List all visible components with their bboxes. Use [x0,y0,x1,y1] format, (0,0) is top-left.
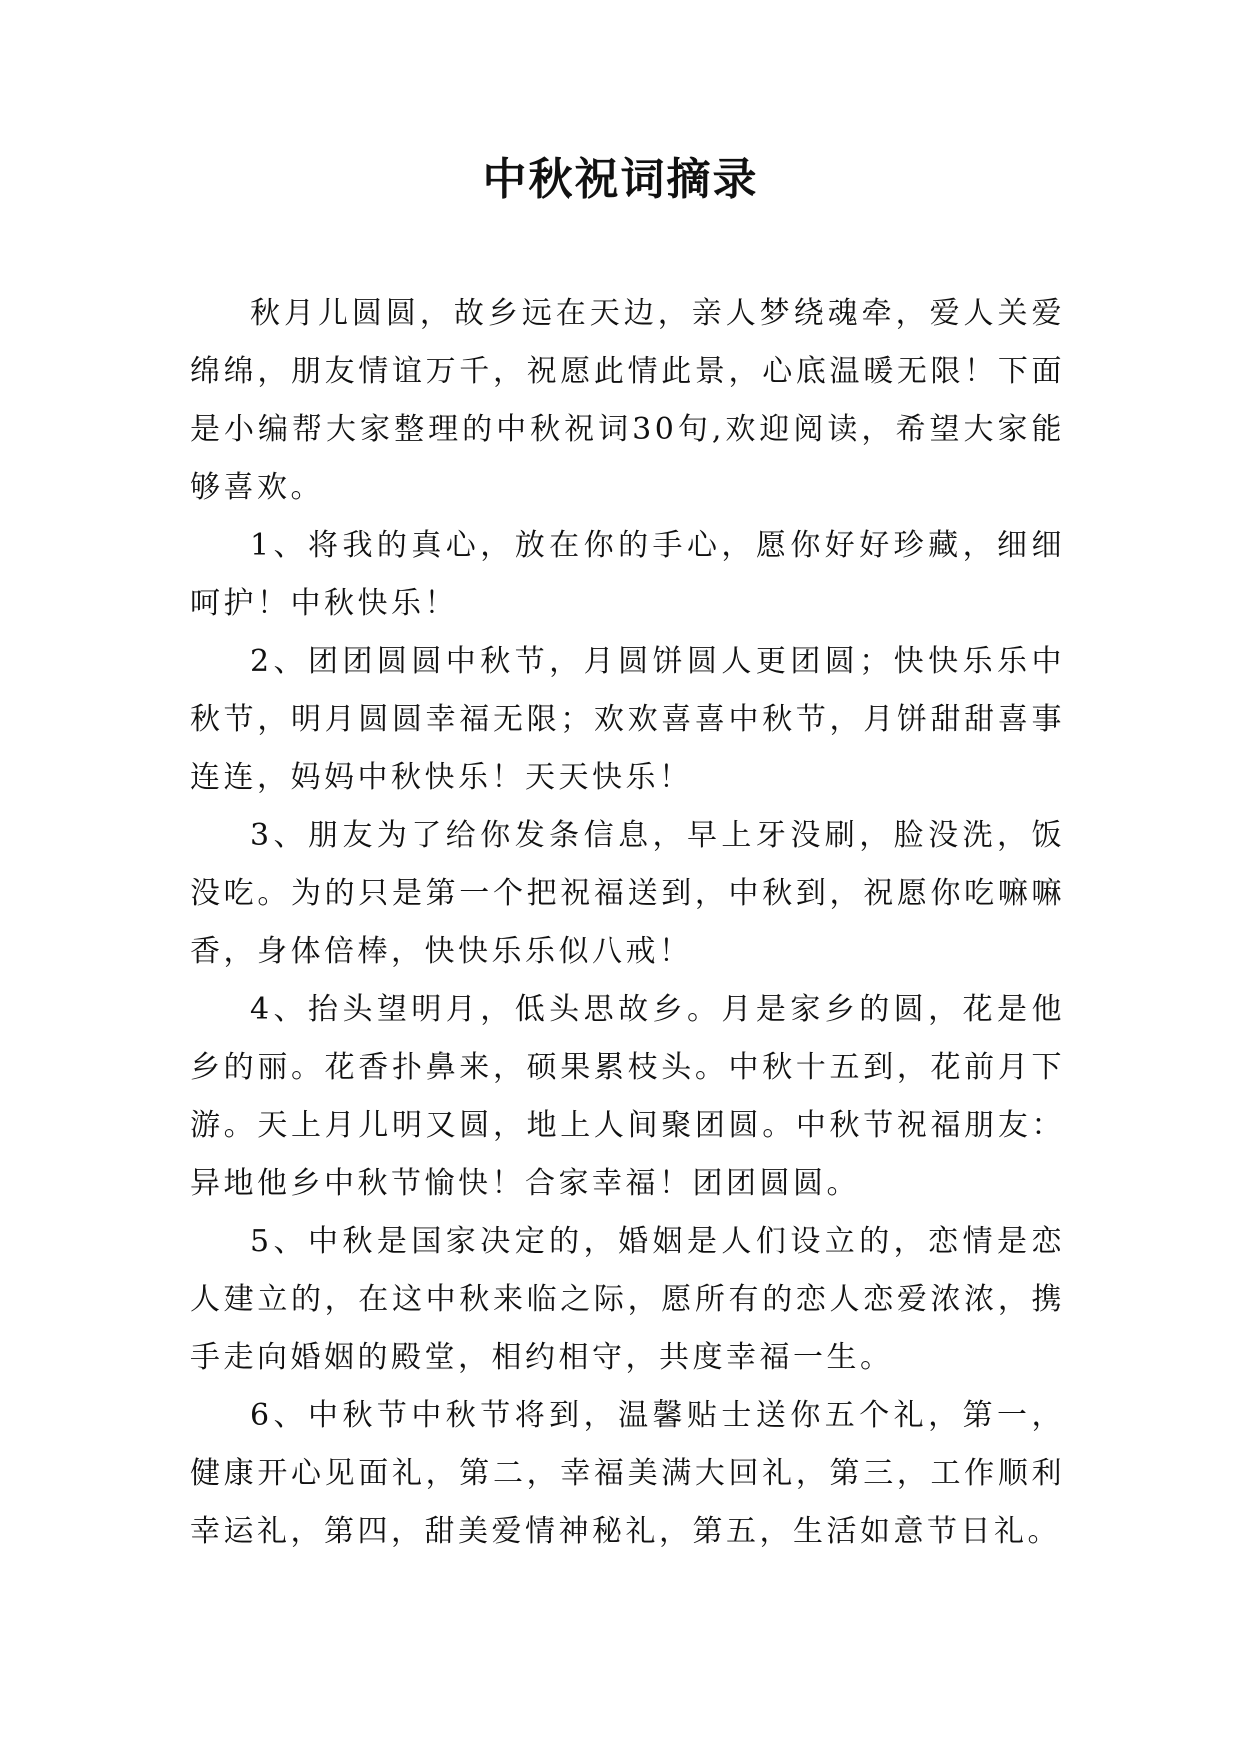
list-item: 6、中秋节中秋节将到，温馨贴士送你五个礼，第一，健康开心见面礼，第二，幸福美满大回礼，第三，工作顺利幸运礼，第四，甜美爱情神秘礼，第五，生活如意节日礼。 [190,1398,1065,1549]
intro-paragraph: 秋月儿圆圆，故乡远在天边，亲人梦绕魂牵，爱人关爱绵绵，朋友情谊万千，祝愿此情此景，心底温暖无限！下面是小编帮大家整理的中秋祝词30句,欢迎阅读，希望大家能够喜欢。 [190,296,1065,505]
list-item: 2、团团圆圆中秋节，月圆饼圆人更团圆；快快乐乐中秋节，明月圆圆幸福无限；欢欢喜喜中秋节，月饼甜甜喜事连连，妈妈中秋快乐！天天快乐！ [190,644,1065,795]
document-title: 中秋祝词摘录 [482,154,759,205]
list-item: 1、将我的真心，放在你的手心，愿你好好珍藏，细细呵护！中秋快乐！ [190,528,1065,621]
list-item: 3、朋友为了给你发条信息，早上牙没刷，脸没洗，饭没吃。为的只是第一个把祝福送到，中秋到，祝愿你吃嘛嘛香，身体倍棒，快快乐乐似八戒！ [190,818,1065,969]
list-item: 4、抬头望明月，低头思故乡。月是家乡的圆，花是他乡的丽。花香扑鼻来，硕果累枝头。中秋十五到，花前月下游。天上月儿明又圆，地上人间聚团圆。中秋节祝福朋友：异地他乡中秋节愉快！合家幸福！团团圆圆。 [190,992,1065,1201]
list-item: 5、中秋是国家决定的，婚姻是人们设立的，恋情是恋人建立的，在这中秋来临之际，愿所有的恋人恋爱浓浓，携手走向婚姻的殿堂，相约相守，共度幸福一生。 [190,1224,1065,1375]
document-body [190,285,1065,1561]
